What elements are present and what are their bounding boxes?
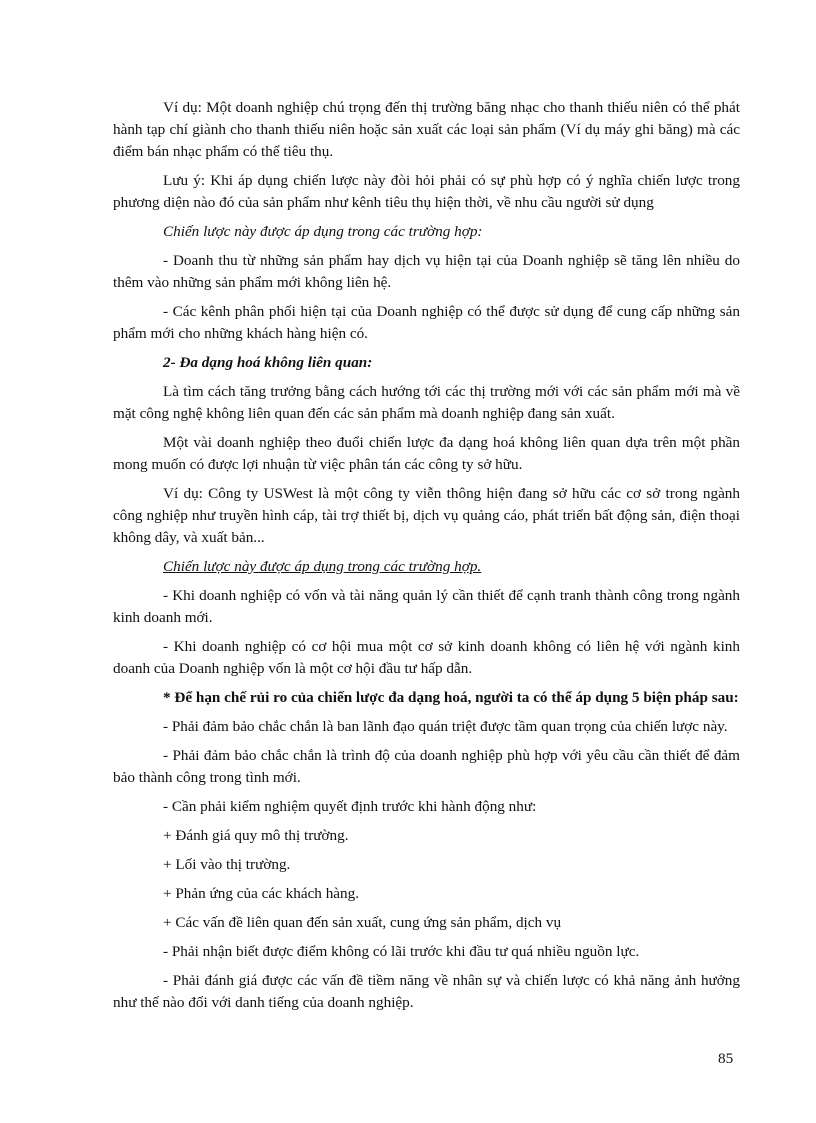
- sub-item-market-size: + Đánh giá quy mô thị trường.: [163, 827, 349, 844]
- sub-item-market-entry: + Lối vào thị trường.: [163, 856, 291, 873]
- page-body: [113, 97, 740, 1021]
- measure-item-test-decision: - Cần phải kiểm nghiệm quyết định trước khi hành động như:: [163, 798, 537, 815]
- sub-item-customer-reaction: + Phản ứng của các khách hàng.: [163, 885, 360, 902]
- case-item-revenue: - Doanh thu từ những sản phẩm hay dịch vụ hiện tại của Doanh nghiệp sẽ tăng lên nhiều do thêm vào những sản phẩm mới không liên hệ.: [113, 252, 740, 291]
- paragraph-note: Lưu ý: Khi áp dụng chiến lược này đòi hỏi phải có sự phù hợp có ý nghĩa chiến lược trong phương diện nào đó của sản phẩm như kênh tiêu thụ hiện thời, về nhu cầu người sử dụng: [113, 172, 740, 211]
- measure-item-capability: - Phải đảm bảo chắc chắn là trình độ của doanh nghiệp phù hợp với yêu cầu cần thiết để đảm bảo thành công trong tình mới.: [113, 747, 740, 786]
- cases-heading-related: Chiến lược này được áp dụng trong các trường hợp:: [163, 223, 483, 240]
- case-item-acquisition: - Khi doanh nghiệp có cơ hội mua một cơ sở kinh doanh không có liên hệ với ngành kinh doanh của Doanh nghiệp vốn là một cơ hội đầu tư hấp dẫn.: [113, 638, 740, 677]
- paragraph-motivation: Một vài doanh nghiệp theo đuổi chiến lược đa dạng hoá không liên quan dựa trên một phần mong muốn có được lợi nhuận từ việc phân tán các công ty sở hữu.: [113, 434, 740, 473]
- paragraph-example-uswest: Ví dụ: Công ty USWest là một công ty viễn thông hiện đang sở hữu các cơ sở trong ngành công nghiệp như truyền hình cáp, tài trợ thiết bị, dịch vụ quảng cáo, phát triển bất động sản, điện thoại không dây, và xuất bản...: [113, 485, 740, 546]
- case-item-channels: - Các kênh phân phối hiện tại của Doanh nghiệp có thể được sử dụng để cung cấp những sản phẩm mới cho những khách hàng hiện có.: [113, 303, 740, 342]
- paragraph-definition: Là tìm cách tăng trưởng bằng cách hướng tới các thị trường mới với các sản phẩm mới mà về mặt công nghệ không liên quan đến các sản phẩm mà doanh nghiệp đang sản xuất.: [113, 383, 740, 422]
- case-item-capital: - Khi doanh nghiệp có vốn và tài năng quản lý cần thiết để cạnh tranh thành công trong ngành kinh doanh mới.: [113, 587, 740, 626]
- section-heading-unrelated-diversification: 2- Đa dạng hoá không liên quan:: [163, 354, 373, 371]
- cases-heading-unrelated: Chiến lược này được áp dụng trong các trường hợp.: [163, 558, 482, 575]
- measure-item-reputation: - Phải đánh giá được các vấn đề tiềm năng về nhân sự và chiến lược có khả năng ảnh hưởng như thế nào đối với danh tiếng của doanh nghiệp.: [113, 972, 740, 1011]
- measure-item-leadership: - Phải đảm bảo chắc chắn là ban lãnh đạo quán triệt được tầm quan trọng của chiến lược này.: [163, 718, 728, 735]
- measure-item-breakeven: - Phải nhận biết được điểm không có lãi trước khi đầu tư quá nhiều nguồn lực.: [163, 943, 640, 960]
- sub-item-production-issues: + Các vấn đề liên quan đến sản xuất, cung ứng sản phẩm, dịch vụ: [163, 914, 562, 931]
- page-number: 85: [718, 1050, 734, 1067]
- risk-measures-heading: * Để hạn chế rủi ro của chiến lược đa dạng hoá, người ta có thể áp dụng 5 biện pháp sau:: [163, 689, 739, 706]
- paragraph-example-music: Ví dụ: Một doanh nghiệp chú trọng đến thị trường băng nhạc cho thanh thiếu niên có thể phát hành tạp chí giành cho thanh thiếu niên hoặc sản xuất các loại sản phẩm (Ví dụ máy ghi băng) mà các điểm bán nhạc phẩm có thể tiêu thụ.: [113, 99, 740, 160]
